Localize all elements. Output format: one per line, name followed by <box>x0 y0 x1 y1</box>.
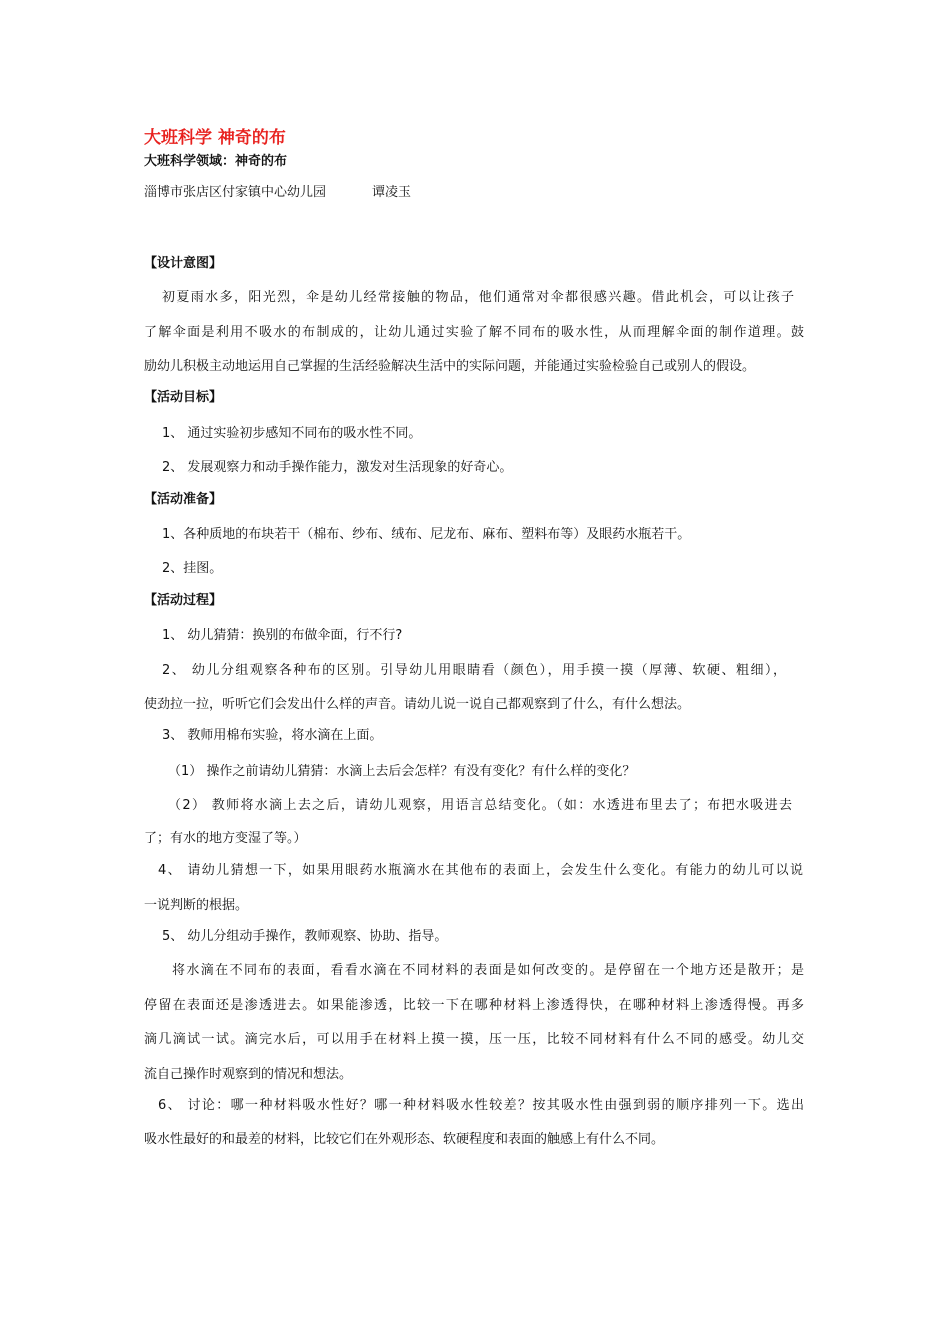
section-heading-prep: 【活动准备】 <box>144 492 223 507</box>
list-item: 1、 通过实验初步感知不同布的吸水性不同。 <box>162 426 422 441</box>
list-item: （1） 操作之前请幼儿猜猜：水滴上去后会怎样？有没有变化？有什么样的变化？ <box>168 764 636 779</box>
list-item: 1、 幼儿猜猜：换别的布做伞面，行不行? <box>162 628 403 643</box>
paragraph-line: 了；有水的地方变湿了等。） <box>144 831 307 846</box>
list-item: （2） 教师将水滴上去之后，请幼儿观察，用语言总结变化。（如：水透进布里去了；布把水吸进去 <box>168 798 792 813</box>
paragraph-line: 流自己操作时观察到的情况和想法。 <box>144 1067 353 1082</box>
paragraph-line: 停留在表面还是渗透进去。如果能渗透，比较一下在哪种材料上渗透得快，在哪种材料上渗透得慢。再多 <box>144 998 804 1013</box>
author: 谭凌玉 <box>372 185 412 200</box>
list-item: 2、 幼儿分组观察各种布的区别。引导幼儿用眼睛看（颜色），用手摸一摸（厚薄、软硬、粗细）， <box>162 663 786 678</box>
list-item: 2、挂图。 <box>162 561 223 576</box>
paragraph-line: 初夏雨水多，阳光烈，伞是幼儿经常接触的物品，他们通常对伞都很感兴趣。借此机会，可以让孩子 <box>162 290 794 305</box>
section-heading-design: 【设计意图】 <box>144 256 223 271</box>
paragraph-line: 滴几滴试一试。滴完水后，可以用手在材料上摸一摸，压一压，比较不同材料有什么不同的感受。幼儿交 <box>144 1032 804 1047</box>
list-item: 6、 讨论：哪一种材料吸水性好？哪一种材料吸水性较差？按其吸水性由强到弱的顺序排列一下。选出 <box>158 1098 804 1113</box>
section-heading-process: 【活动过程】 <box>144 593 223 608</box>
paragraph-line: 一说判断的根据。 <box>144 898 249 913</box>
list-item: 5、 幼儿分组动手操作，教师观察、协助、指导。 <box>162 929 448 944</box>
paragraph-line: 使劲拉一拉，听听它们会发出什么样的声音。请幼儿说一说自己都观察到了什么，有什么想法。 <box>144 697 691 712</box>
document-title: 大班科学 神奇的布 <box>144 128 286 148</box>
list-item: 1、各种质地的布块若干（棉布、纱布、绒布、尼龙布、麻布、塑料布等）及眼药水瓶若干。 <box>162 527 691 542</box>
document-subtitle: 大班科学领域：神奇的布 <box>144 154 288 169</box>
organization: 淄博市张店区付家镇中心幼儿园 <box>144 185 327 200</box>
paragraph-line: 将水滴在不同布的表面，看看水滴在不同材料的表面是如何改变的。是停留在一个地方还是散开；是 <box>172 963 804 978</box>
paragraph-line: 吸水性最好的和最差的材料，比较它们在外观形态、软硬程度和表面的触感上有什么不同。 <box>144 1132 665 1147</box>
paragraph-line: 了解伞面是利用不吸水的布制成的，让幼儿通过实验了解不同布的吸水性，从而理解伞面的制作道理。鼓 <box>144 325 804 340</box>
list-item: 3、 教师用棉布实验，将水滴在上面。 <box>162 728 383 743</box>
list-item: 2、 发展观察力和动手操作能力，激发对生活现象的好奇心。 <box>162 460 513 475</box>
section-heading-goals: 【活动目标】 <box>144 390 223 405</box>
list-item: 4、 请幼儿猜想一下，如果用眼药水瓶滴水在其他布的表面上，会发生什么变化。有能力的幼儿可以说 <box>158 863 803 878</box>
byline <box>144 184 411 202</box>
paragraph-line: 励幼儿积极主动地运用自己掌握的生活经验解决生活中的实际问题，并能通过实验检验自己或别人的假设。 <box>144 359 756 374</box>
